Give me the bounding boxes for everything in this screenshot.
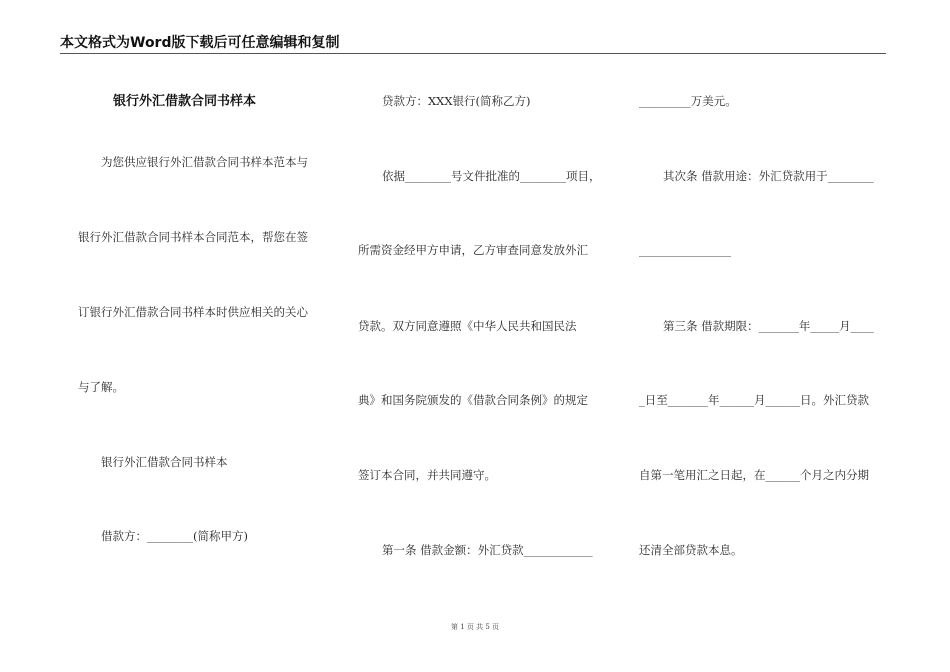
paragraph-line: 借款方：________(简称甲方) xyxy=(101,529,248,543)
paragraph-line: 第一条 借款金额：外汇贷款____________ xyxy=(382,543,593,557)
paragraph-line: 订银行外汇借款合同书样本时供应相关的关心 xyxy=(78,305,308,319)
paragraph-line: 第三条 借款期限：_______年_____月____ xyxy=(663,319,874,333)
paragraph-line: ________________ xyxy=(639,243,731,257)
paragraph-line: _________万美元。 xyxy=(639,94,737,108)
paragraph-line: 典》和国务院颁发的《借款合同条例》的规定 xyxy=(358,393,588,407)
paragraph-line: 贷款方：XXX银行(简称乙方) xyxy=(382,94,531,108)
paragraph-line: 银行外汇借款合同书样本合同范本，帮您在签 xyxy=(78,230,308,244)
document-title: 银行外汇借款合同书样本 xyxy=(113,94,257,109)
paragraph-line: 还清全部贷款本息。 xyxy=(639,543,743,557)
paragraph-line: 与了解。 xyxy=(78,380,124,394)
header-divider xyxy=(60,53,886,54)
document-header: 本文格式为Word版下载后可任意编辑和复制 xyxy=(60,35,340,51)
section-heading: 银行外汇借款合同书样本 xyxy=(101,455,228,469)
paragraph-line: 依据________号文件批准的________项目， xyxy=(382,169,601,183)
paragraph-line: 其次条 借款用途：外汇贷款用于________ xyxy=(663,169,874,183)
paragraph-line: 为您供应银行外汇借款合同书样本范本与 xyxy=(101,155,308,169)
page-number: 第 1 页 共 5 页 xyxy=(450,623,500,631)
paragraph-line: 贷款。双方同意遵照《中华人民共和国民法 xyxy=(358,319,577,333)
paragraph-line: 自第一笔用汇之日起，在______个月之内分期 xyxy=(639,468,869,482)
paragraph-line: 所需资金经甲方申请，乙方审查同意发放外汇 xyxy=(358,243,588,257)
paragraph-line: 签订本合同，并共同遵守。 xyxy=(358,468,496,482)
paragraph-line: _日至_______年______月______日。外汇贷款 xyxy=(639,393,869,407)
